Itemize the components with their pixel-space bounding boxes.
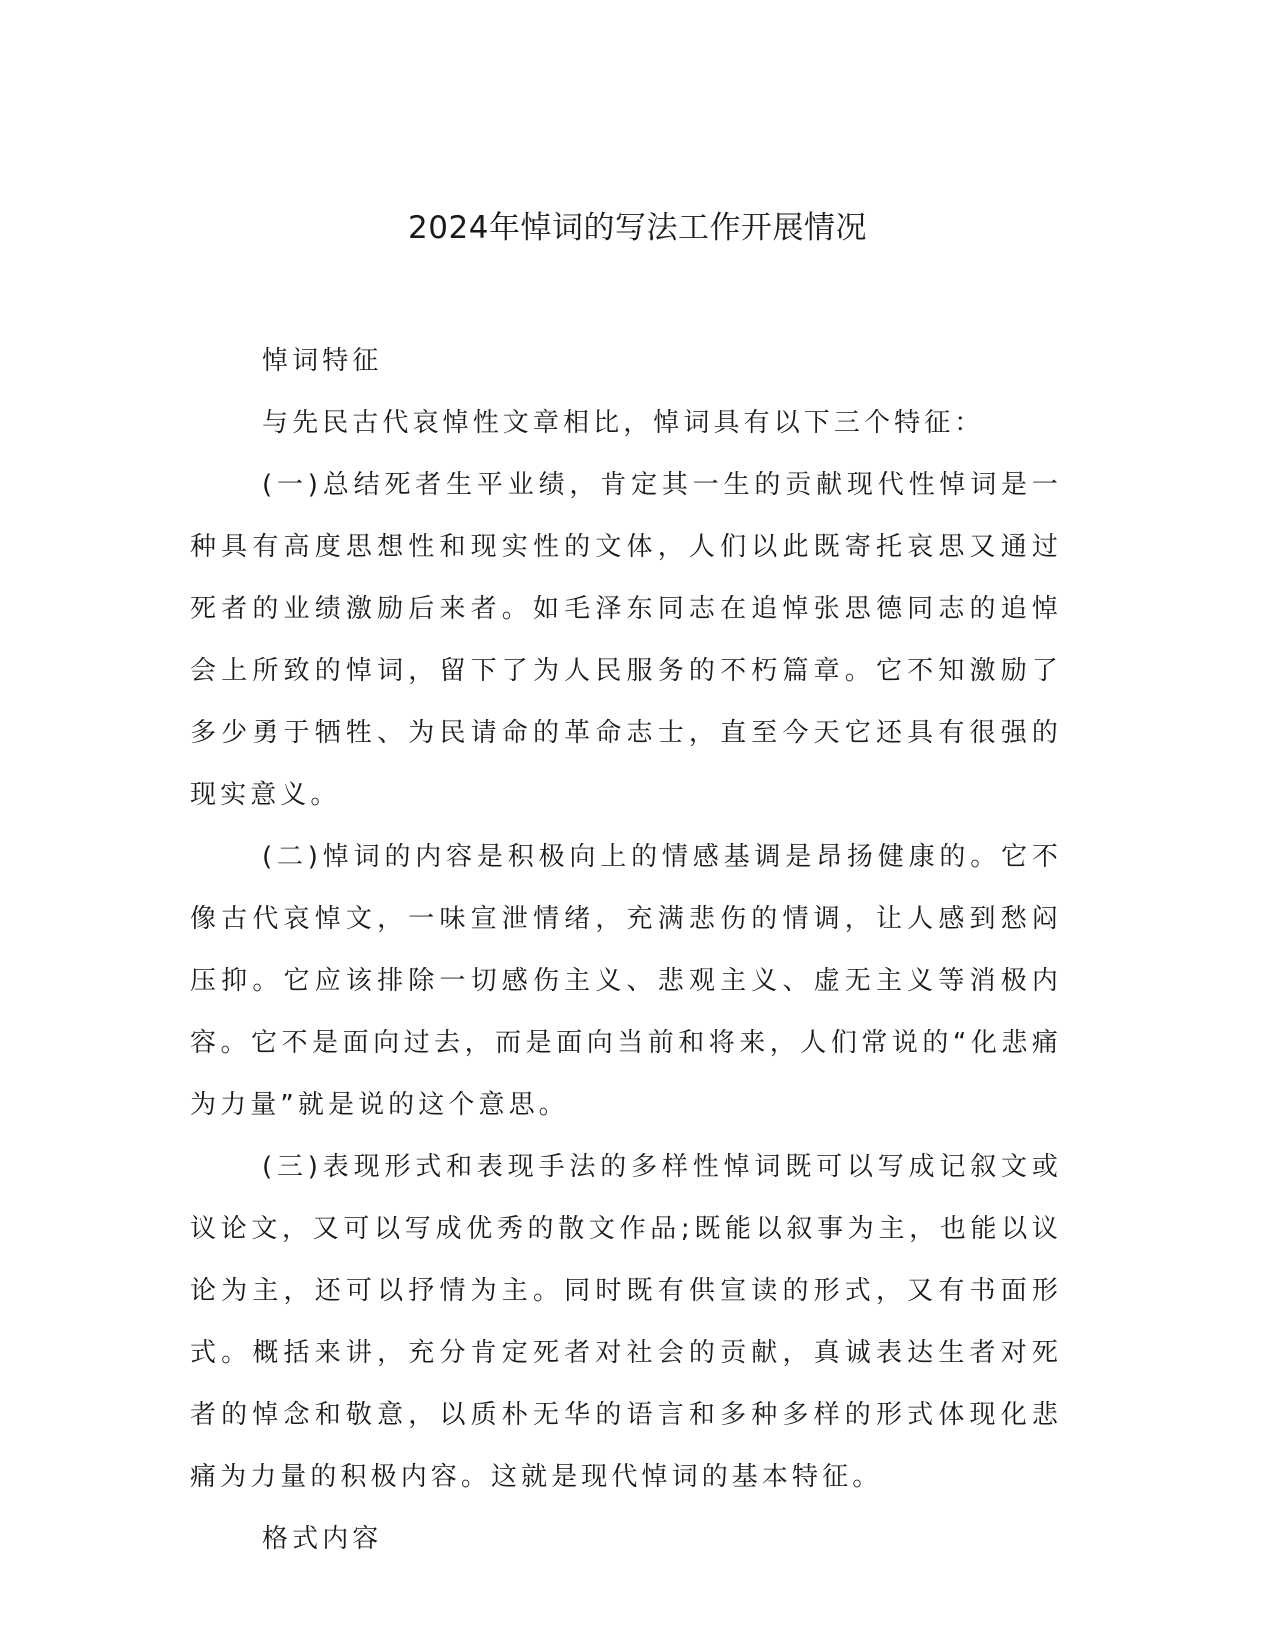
paragraph-3: (三)表现形式和表现手法的多样性悼词既可以写成记叙文或议论文，又可以写成优秀的散文作品;既能以叙事为主，也能以议论为主，还可以抒情为主。同时既有供宣读的形式，又有书面形式。概括来讲，充分肯定死者对社会的贡献，真诚表达生者对死者的悼念和敬意，以质朴无华的语言和多种多样的形式体现化悲痛为力量的积极内容。这就是现代悼词的基本特征。 bbox=[190, 1152, 1062, 1492]
paragraph-2: (二)悼词的内容是积极向上的情感基调是昂扬健康的。它不像古代哀悼文，一味宣泄情绪，充满悲伤的情调，让人感到愁闷压抑。它应该排除一切感伤主义、悲观主义、虚无主义等消极内容。它不是面向过去，而是面向当前和将来，人们常说的“化悲痛为力量”就是说的这个意思。 bbox=[190, 842, 1062, 1120]
document-title: 2024年悼词的写法工作开展情况 bbox=[408, 210, 867, 246]
section-heading-format: 格式内容 bbox=[262, 1524, 383, 1554]
intro-paragraph: 与先民古代哀悼性文章相比，悼词具有以下三个特征： bbox=[262, 408, 985, 438]
paragraph-1: (一)总结死者生平业绩，肯定其一生的贡献现代性悼词是一种具有高度思想性和现实性的文体，人们以此既寄托哀思又通过死者的业绩激励后来者。如毛泽东同志在追悼张思德同志的追悼会上所致的悼词，留下了为人民服务的不朽篇章。它不知激励了多少勇于牺牲、为民请命的革命志士，直至今天它还具有很强的现实意义。 bbox=[190, 470, 1062, 810]
document-body bbox=[190, 330, 1062, 1570]
section-heading-features: 悼词特征 bbox=[262, 346, 383, 376]
